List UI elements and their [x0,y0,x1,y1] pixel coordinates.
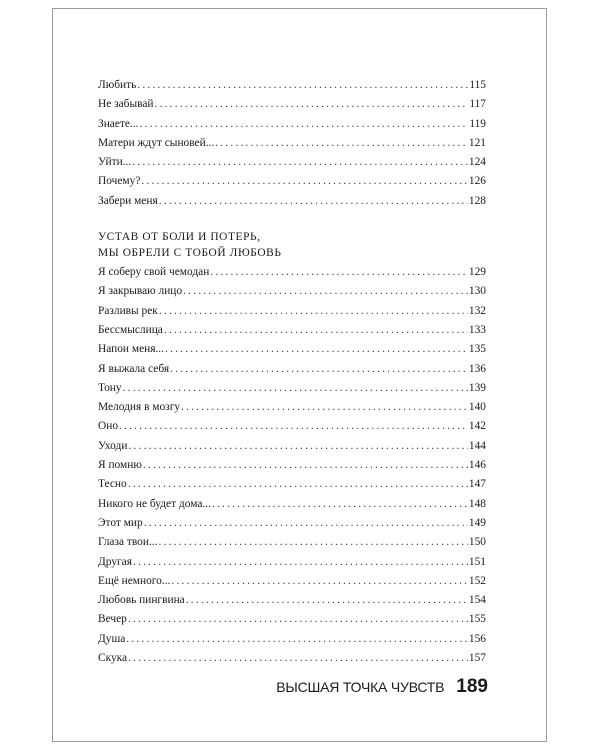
dot-leader [164,321,468,340]
dot-leader [128,437,467,456]
toc-entry [98,610,486,629]
dot-leader [133,553,468,572]
toc-entry-page: 146 [468,459,486,472]
page-footer [276,676,488,698]
toc-entry [98,572,486,591]
toc-entry-title: Тону [98,381,122,394]
toc-entry-title: Напои меня... [98,343,165,356]
toc-entry-title: Тесно [98,478,127,491]
dot-leader [132,153,468,172]
toc-entry-page: 128 [468,194,486,207]
dot-leader [128,610,468,629]
toc-entry-title: Никого не будет дома... [98,497,211,510]
toc-entry [98,514,486,533]
toc-entry-title: Любовь пингвина [98,594,185,607]
toc-entry [98,495,486,514]
section-heading [98,229,486,261]
toc-entry-page: 119 [469,117,486,130]
page-number: 189 [456,676,488,697]
toc-entry-page: 148 [468,497,486,510]
toc-entry-page: 152 [468,574,486,587]
toc-entry [98,591,486,610]
section-heading-line-2: МЫ ОБРЕЛИ С ТОБОЙ ЛЮБОВЬ [98,247,282,260]
toc-entry-title: Я закрываю лицо [98,285,183,298]
dot-leader [181,398,468,417]
toc-entry [98,417,486,436]
dot-leader [159,302,468,321]
toc-entry-title: Я соберу свой чемодан [98,266,210,279]
toc-entry-page: 156 [468,632,486,645]
toc-entry-title: Матери ждут сыновей... [98,136,215,149]
toc-entry-page: 157 [468,652,486,665]
running-title: ВЫСШАЯ ТОЧКА ЧУВСТВ [276,679,445,695]
dot-leader [183,282,468,301]
toc-entry-page: 144 [468,439,486,452]
toc-entry-title: Глаза твои... [98,536,158,549]
toc-entry-title: Вечер [98,613,127,626]
dot-leader [155,95,469,114]
toc-entry-title: Разливы рек [98,304,158,317]
toc-entry [98,282,486,301]
toc-entry [98,379,486,398]
toc-entry-title: Душа [98,632,126,645]
dot-leader [141,172,468,191]
toc-entry-page: 155 [468,613,486,626]
toc-entry-title: Почему? [98,175,141,188]
toc-entry-page: 135 [468,343,486,356]
toc-entry [98,475,486,494]
toc-entry-page: 139 [468,381,486,394]
toc-entry-page: 132 [468,304,486,317]
toc-entry-page: 151 [468,555,486,568]
dot-leader [119,417,468,436]
toc-entry-page: 129 [468,266,486,279]
toc-entry-title: Скука [98,652,128,665]
toc-entry [98,95,486,114]
toc-entry [98,340,486,359]
toc-entry-page: 115 [469,79,486,91]
toc-entry-title: Бессмыслица [98,323,163,336]
dot-leader [165,340,468,359]
toc-group-2 [98,263,486,668]
toc-entry-page: 136 [468,362,486,375]
toc-entry-page: 133 [468,323,486,336]
toc-entry-title: Любить [98,79,137,91]
toc-entry-page: 154 [468,594,486,607]
toc-entry-page: 124 [468,156,486,169]
toc-entry [98,321,486,340]
dot-leader [171,572,467,591]
toc-entry [98,533,486,552]
toc-entry-title: Я помню [98,459,142,472]
dot-leader [123,379,468,398]
toc-entry-page: 147 [468,478,486,491]
toc-entry [98,456,486,475]
toc-entry [98,553,486,572]
toc-entry-title: Оно [98,420,119,433]
section-heading-line-1: УСТАВ ОТ БОЛИ И ПОТЕРЬ, [98,231,261,244]
toc-entry-title: Я выжала себя [98,362,170,375]
dot-leader [170,360,468,379]
dot-leader [143,456,468,475]
dot-leader [126,630,468,649]
toc-entry-page: 140 [468,401,486,414]
toc-entry [98,263,486,282]
toc-entry-page: 130 [468,285,486,298]
toc-entry-title: Другая [98,555,132,568]
toc-entry [98,76,486,95]
dot-leader [128,475,468,494]
toc-entry-title: Этот мир [98,516,143,529]
dot-leader [140,115,469,134]
toc-entry [98,172,486,191]
toc-entry-page: 142 [468,420,486,433]
toc-entry-page: 126 [468,175,486,188]
toc-entry [98,115,486,134]
toc-entry-title: Не забывай [98,98,154,111]
toc-entry-title: Уходи [98,439,128,452]
toc-entry-page: 150 [468,536,486,549]
dot-leader [128,649,468,668]
dot-leader [158,533,467,552]
toc-entry-page: 149 [468,516,486,529]
dot-leader [137,76,468,95]
dot-leader [159,192,468,211]
dot-leader [212,495,468,514]
table-of-contents [98,76,486,668]
toc-entry-page: 121 [468,136,486,149]
toc-entry [98,153,486,172]
dot-leader [144,514,468,533]
toc-entry-title: Забери меня [98,194,158,207]
toc-entry [98,192,486,211]
toc-entry-title: Ещё немного... [98,574,171,587]
toc-entry [98,302,486,321]
dot-leader [215,134,468,153]
toc-group-1 [98,76,486,211]
toc-entry [98,630,486,649]
toc-entry-page: 117 [469,98,486,111]
toc-entry-title: Уйти... [98,156,132,169]
dot-leader [210,263,468,282]
dot-leader [186,591,468,610]
toc-entry [98,134,486,153]
toc-entry-title: Знаете... [98,117,139,130]
toc-entry-title: Мелодия в мозгу [98,401,181,414]
toc-entry [98,437,486,456]
toc-entry [98,398,486,417]
toc-entry [98,360,486,379]
toc-entry [98,649,486,668]
